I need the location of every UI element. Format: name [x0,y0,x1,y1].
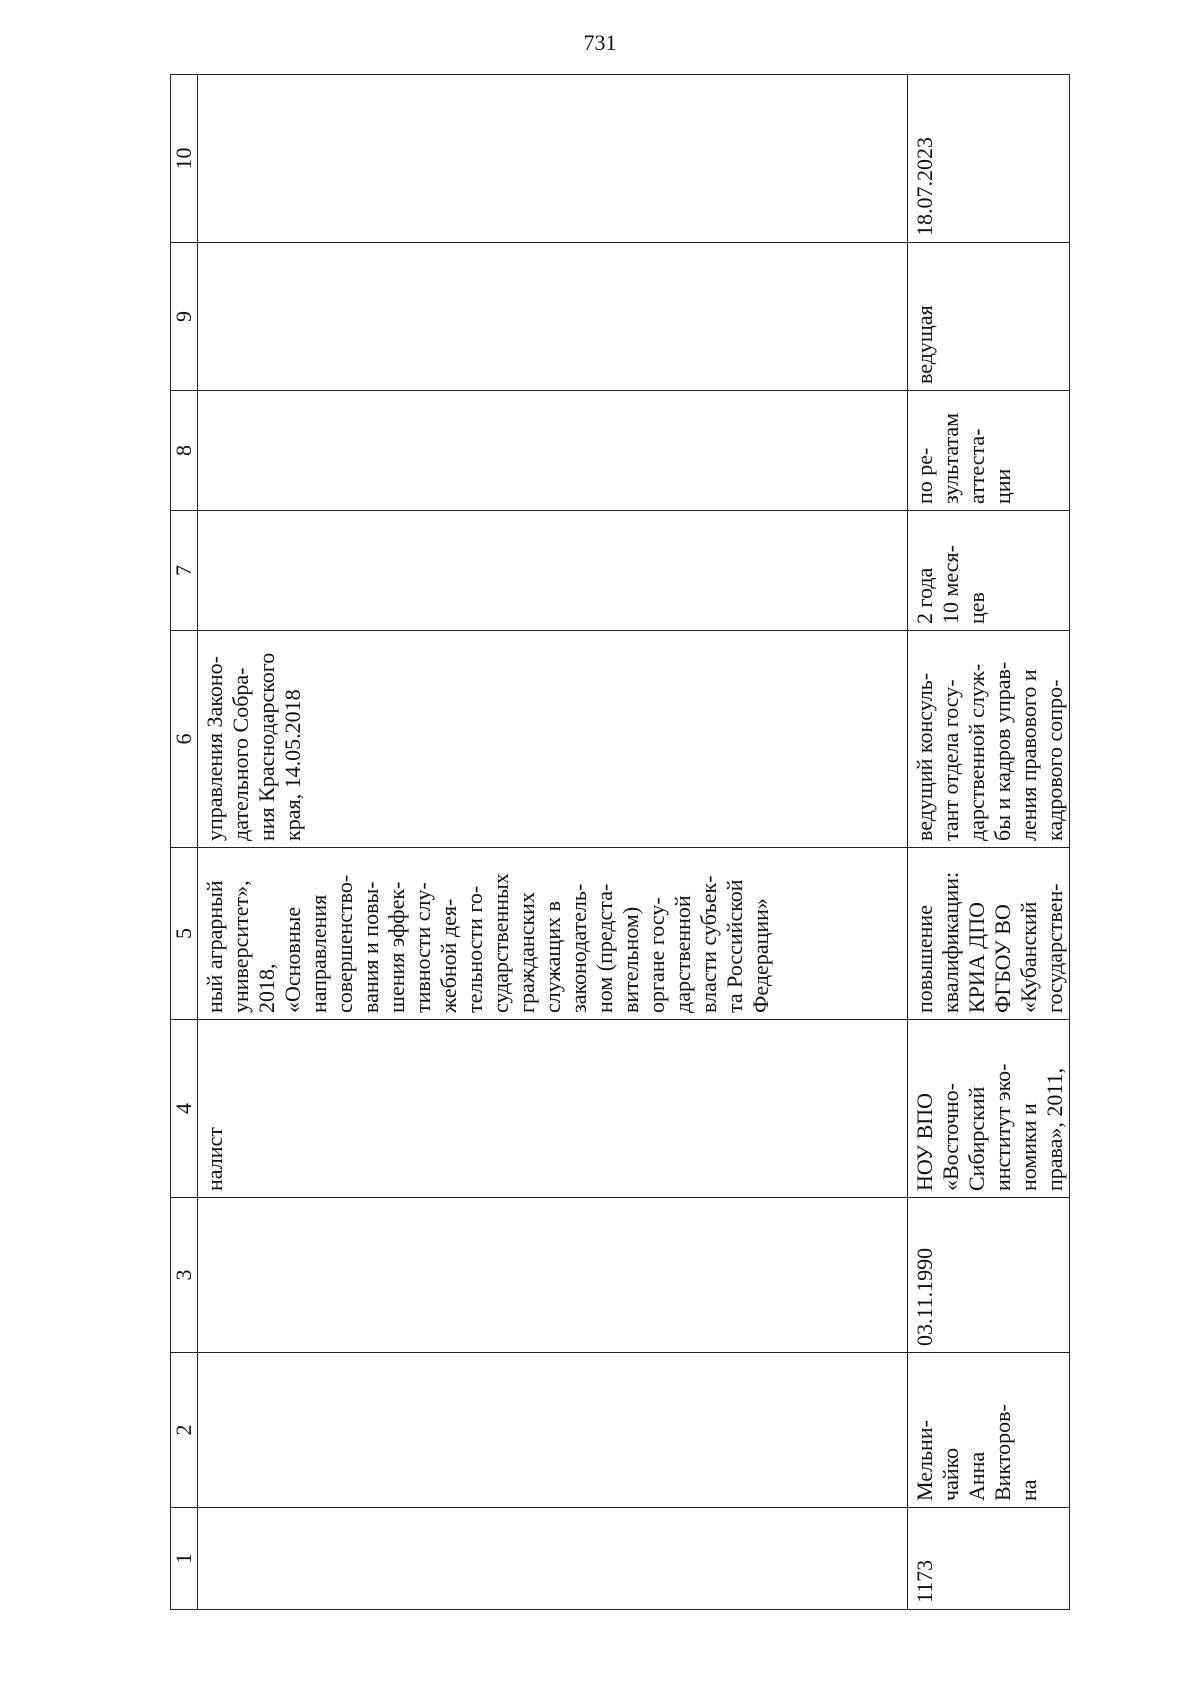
cell-additional-education: повышение квалификации: КРИА ДПО ФГБОУ ВО «Кубанский государствен- [908,848,1070,1020]
cell-additional-education: ный аграрный университет», 2018, «Основные направления совершенство- вания и повы- шения эффек- тивности слу- жебной дея- тельности го- сударственных гражданских служащих в законодатель- ном (предста- вительном) органе госу- дарственной власти субъек- та Российской Федерации» [198,848,908,1020]
cell-number [198,1508,908,1610]
cell-birth-date [198,1198,908,1353]
cell-basis: по ре- зультатам аттеста- ции [908,391,1070,511]
column-header: 10 [171,75,198,243]
column-header: 5 [171,848,198,1020]
registry-table [170,74,1070,1610]
cell-experience [198,511,908,631]
cell-basis [198,391,908,511]
column-header: 6 [171,631,198,848]
column-number-row [171,75,198,1610]
cell-full-name: Мельни- чайко Анна Викторов- на [908,1353,1070,1508]
cell-group: ведущая [908,243,1070,391]
column-header: 7 [171,511,198,631]
cell-date: 18.07.2023 [908,75,1070,243]
cell-date [198,75,908,243]
rotated-table-container [170,75,1070,1610]
column-header: 3 [171,1198,198,1353]
cell-position: ведущий консуль- тант отдела госу- дарственной служ- бы и кадров управ- ления правового и кадрового сопро- [908,631,1070,848]
cell-education: налист [198,1020,908,1198]
table-row [908,75,1070,1610]
cell-group [198,243,908,391]
cell-number: 1173 [908,1508,1070,1610]
column-header: 2 [171,1353,198,1508]
column-header: 1 [171,1508,198,1610]
column-header: 9 [171,243,198,391]
cell-experience: 2 года 10 меся- цев [908,511,1070,631]
cell-education: НОУ ВПО «Восточно- Сибирский институт эко- номики и права», 2011, [908,1020,1070,1198]
page-number: 731 [583,30,617,55]
table-row [198,75,908,1610]
column-header: 4 [171,1020,198,1198]
cell-full-name [198,1353,908,1508]
cell-position: управления Законо- дательного Собра- ния Краснодарского края, 14.05.2018 [198,631,908,848]
cell-birth-date: 03.11.1990 [908,1198,1070,1353]
column-header: 8 [171,391,198,511]
